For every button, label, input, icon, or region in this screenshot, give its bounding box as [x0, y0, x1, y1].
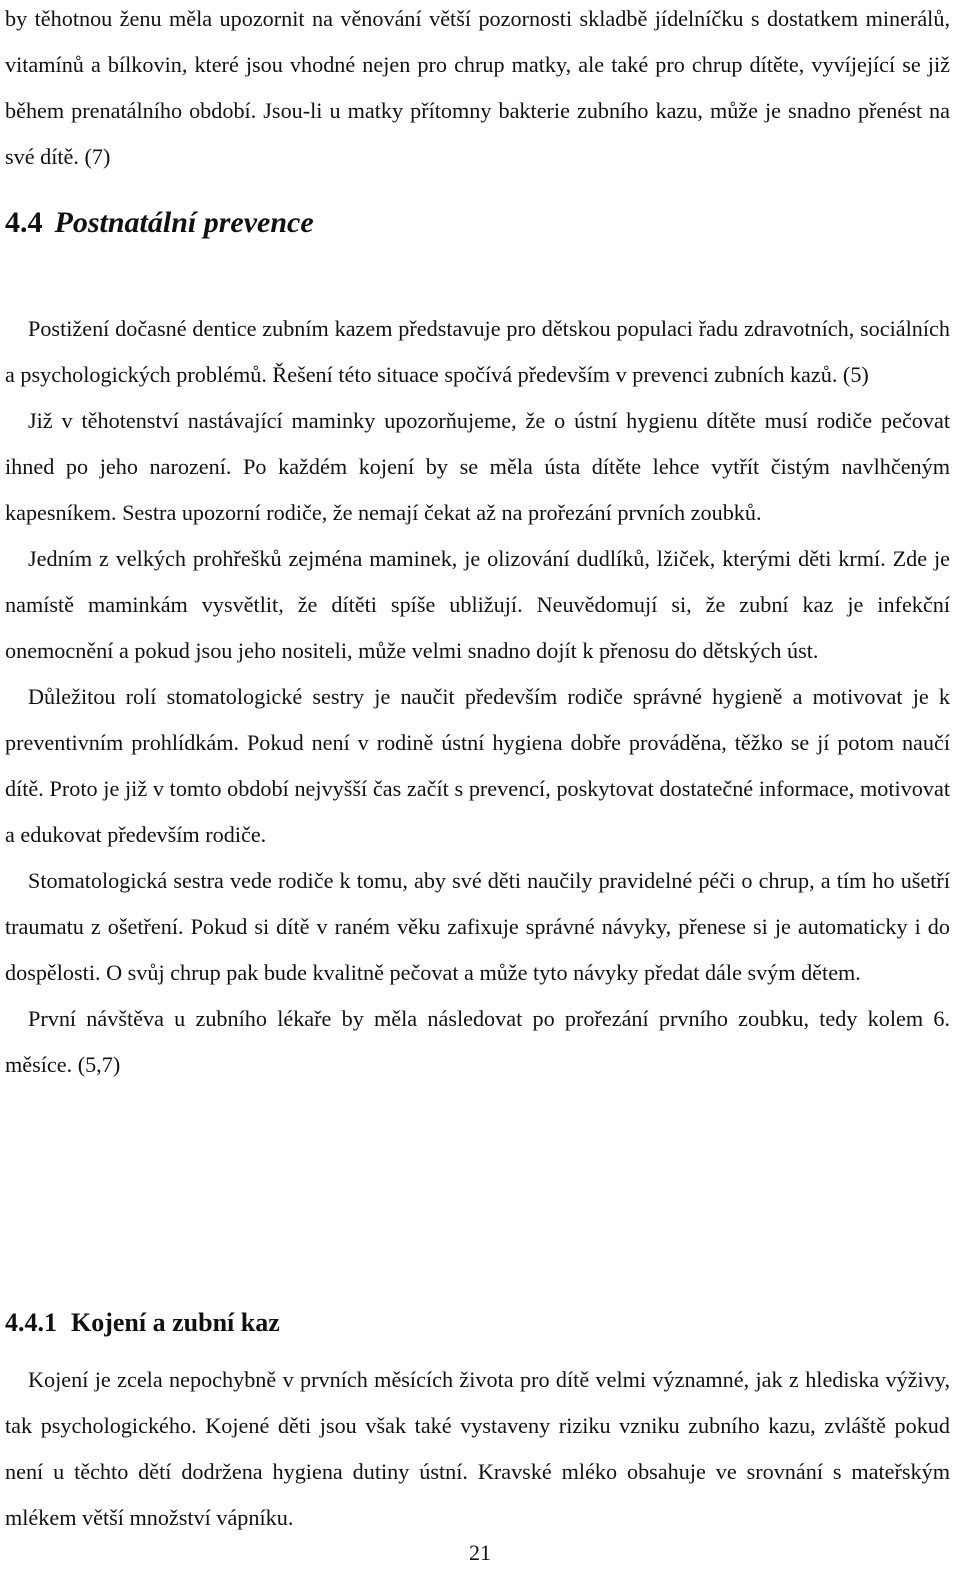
section-paragraph-5: Stomatologická sestra vede rodiče k tomu, aby své děti naučily pravidelné péči o chrup, a tím ho ušetří traumatu z ošetření. Pokud si dítě v raném věku zafixuje správné návyky, přenese si je automaticky i do dospělosti. O svůj chrup pak bude kvalitně pečovat a může tyto návyky předat dále svým dětem. — [5, 868, 950, 985]
section-paragraph-6: První návštěva u zubního lékaře by měla následovat po prořezání prvního zoubku, tedy kolem 6. měsíce. (5,7) — [5, 1006, 950, 1077]
section-paragraph-4: Důležitou rolí stomatologické sestry je naučit především rodiče správné hygieně a motivovat je k preventivním prohlídkám. Pokud není v rodině ústní hygiena dobře prováděna, těžko se jí potom naučí dítě. Proto je již v tomto období nejvyšší čas začít s prevencí, poskytovat dostatečné informace, motivovat a edukovat především rodiče. — [5, 684, 950, 847]
subsection-title: Kojení a zubní kaz — [71, 1308, 280, 1337]
page-number: 21 — [469, 1540, 491, 1565]
subsection-heading — [5, 1308, 280, 1338]
section-title: Postnatální prevence — [54, 206, 314, 239]
subsection-paragraph: Kojení je zcela nepochybně v prvních měsících života pro dítě velmi významné, jak z hlediska výživy, tak psychologického. Kojené děti jsou však také vystaveny riziku vzniku zubního kazu, zvláště pokud není u těchto dětí dodržena hygiena dutiny ústní. Kravské mléko obsahuje ve srovnání s mateřským mlékem větší množství vápníku. — [5, 1367, 950, 1530]
intro-block — [5, 0, 950, 180]
section-number: 4.4 — [5, 206, 43, 239]
intro-paragraph: by těhotnou ženu měla upozornit na věnování větší pozornosti skladbě jídelníčku s dostatkem minerálů, vitamínů a bílkovin, které jsou vhodné nejen pro chrup matky, ale také pro chrup dítěte, vyvíjející se již během prenatálního období. Jsou-li u matky přítomny bakterie zubního kazu, může je snadno přenést na své dítě. (7) — [5, 6, 950, 169]
section-body — [5, 306, 950, 1088]
section-paragraph-1: Postižení dočasné dentice zubním kazem představuje pro dětskou populaci řadu zdravotních, sociálních a psychologických problémů. Řešení této situace spočívá především v prevenci zubních kazů. (5) — [5, 316, 950, 387]
section-heading — [5, 206, 314, 240]
section-paragraph-3: Jedním z velkých prohřešků zejména maminek, je olizování dudlíků, lžiček, kterými děti krmí. Zde je namístě maminkám vysvětlit, že dítěti spíše ubližují. Neuvědomují si, že zubní kaz je infekční onemocnění a pokud jsou jeho nositeli, může velmi snadno dojít k přenosu do dětských úst. — [5, 546, 950, 663]
subsection-body — [5, 1357, 950, 1541]
subsection-number: 4.4.1 — [5, 1308, 57, 1337]
section-paragraph-2: Již v těhotenství nastávající maminky upozorňujeme, že o ústní hygienu dítěte musí rodiče pečovat ihned po jeho narození. Po každém kojení by se měla ústa dítěte lehce vytřít čistým navlhčeným kapesníkem. Sestra upozorní rodiče, že nemají čekat až na prořezání prvních zoubků. — [5, 408, 950, 525]
